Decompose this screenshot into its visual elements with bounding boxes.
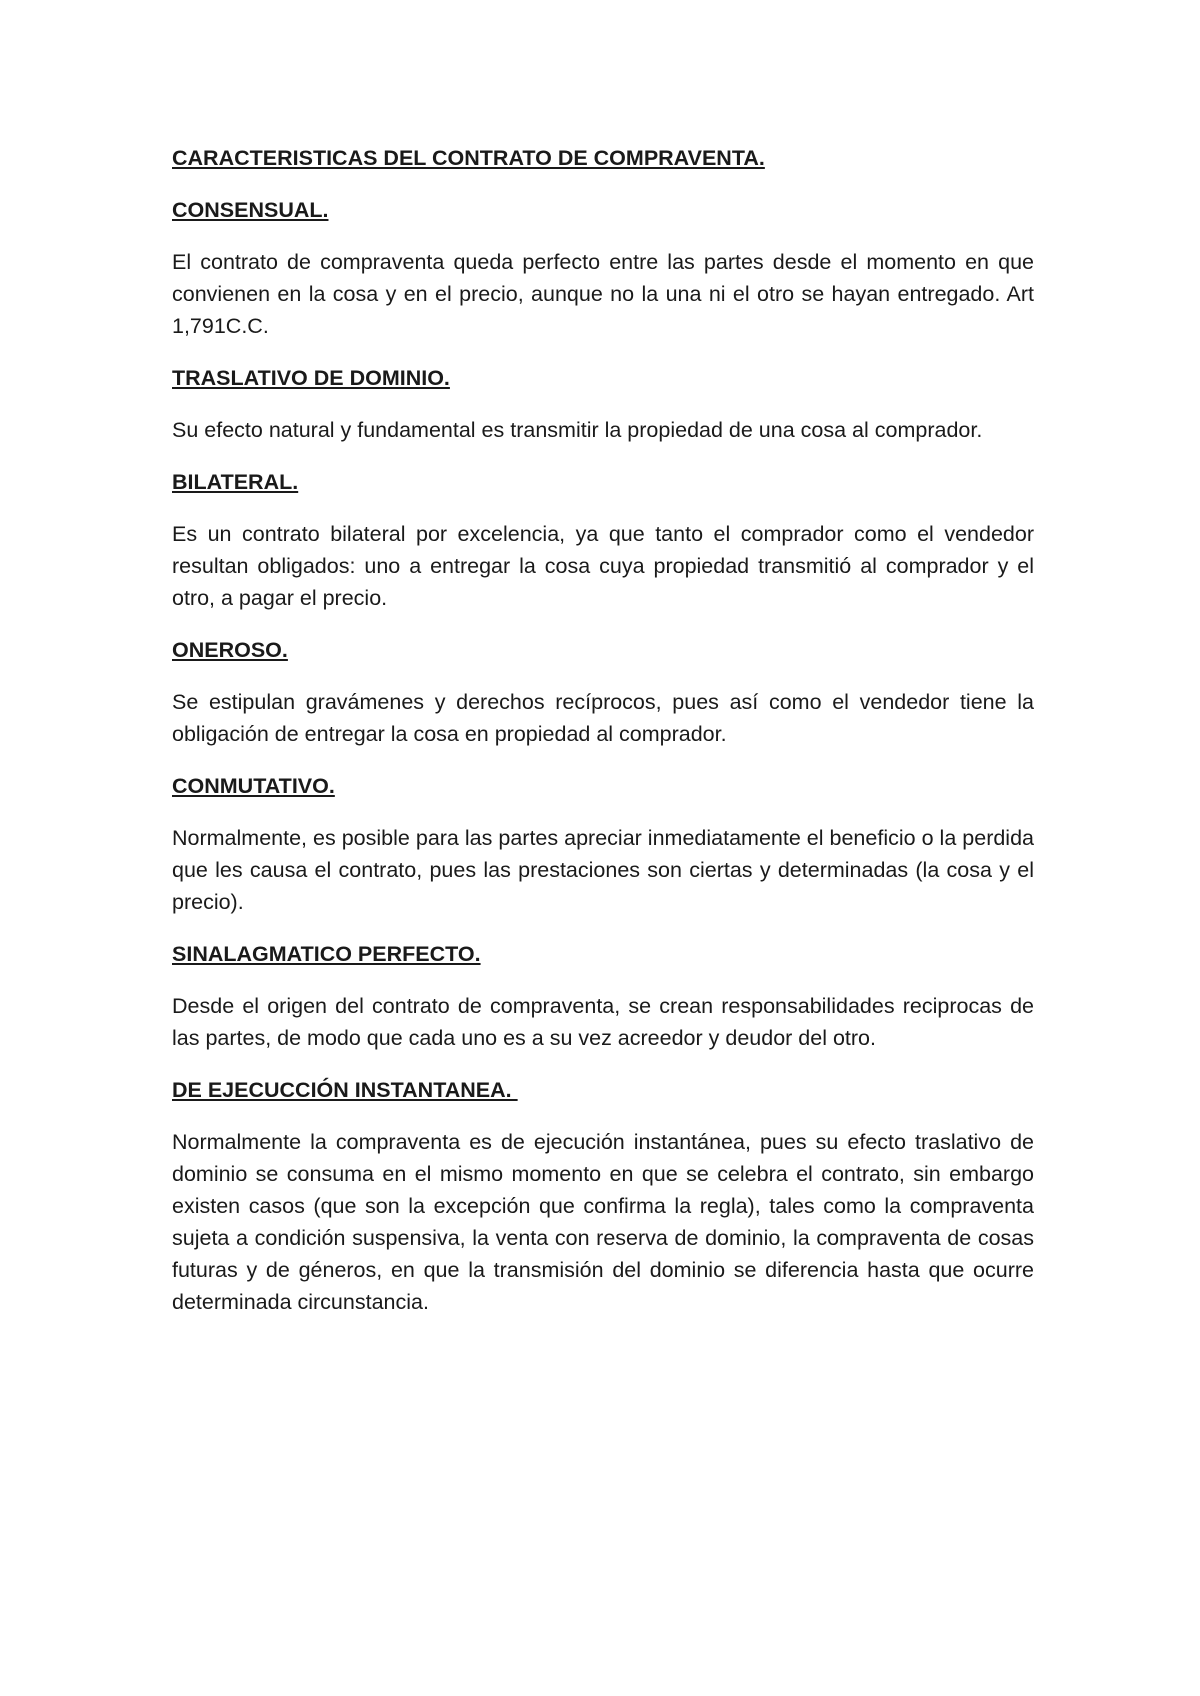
section-oneroso (172, 634, 1034, 750)
section-body: Es un contrato bilateral por excelencia, ya que tanto el comprador como el vendedor resultan obligados: uno a entregar la cosa cuya propiedad transmitió al comprador y el otro, a pagar el precio. (172, 522, 1034, 610)
section-ejecucion-instantanea (172, 1074, 1034, 1318)
section-heading: BILATERAL. (172, 470, 299, 494)
document-content (172, 142, 1034, 1338)
section-sinalagmatico-perfecto (172, 938, 1034, 1054)
section-body: Normalmente la compraventa es de ejecución instantánea, pues su efecto traslativo de dominio se consuma en el mismo momento en que se celebra el contrato, sin embargo existen casos (que son la excepción que confirma la regla), tales como la compraventa sujeta a condición suspensiva, la venta con reserva de dominio, la compraventa de cosas futuras y de géneros, en que la transmisión del dominio se diferencia hasta que ocurre determinada circunstancia. (172, 1130, 1034, 1314)
section-consensual (172, 194, 1034, 342)
section-heading: TRASLATIVO DE DOMINIO. (172, 366, 450, 390)
section-heading: ONEROSO. (172, 638, 288, 662)
section-body: Su efecto natural y fundamental es transmitir la propiedad de una cosa al comprador. (172, 418, 983, 442)
section-bilateral (172, 466, 1034, 614)
section-heading: DE EJECUCCIÓN INSTANTANEA. (172, 1078, 518, 1102)
section-body: Se estipulan gravámenes y derechos recíprocos, pues así como el vendedor tiene la obligación de entregar la cosa en propiedad al comprador. (172, 690, 1034, 746)
section-heading: CONMUTATIVO. (172, 774, 335, 798)
section-body: Desde el origen del contrato de compraventa, se crean responsabilidades reciprocas de las partes, de modo que cada uno es a su vez acreedor y deudor del otro. (172, 994, 1034, 1050)
section-conmutativo (172, 770, 1034, 918)
section-body: El contrato de compraventa queda perfecto entre las partes desde el momento en que convienen en la cosa y en el precio, aunque no la una ni el otro se hayan entregado. Art 1,791C.C. (172, 250, 1034, 338)
section-body: Normalmente, es posible para las partes apreciar inmediatamente el beneficio o la perdida que les causa el contrato, pues las prestaciones son ciertas y determinadas (la cosa y el precio). (172, 826, 1034, 914)
section-heading: CONSENSUAL. (172, 198, 329, 222)
section-heading: SINALAGMATICO PERFECTO. (172, 942, 481, 966)
section-traslativo-de-dominio (172, 362, 1034, 446)
document-title: CARACTERISTICAS DEL CONTRATO DE COMPRAVENTA. (172, 146, 765, 170)
